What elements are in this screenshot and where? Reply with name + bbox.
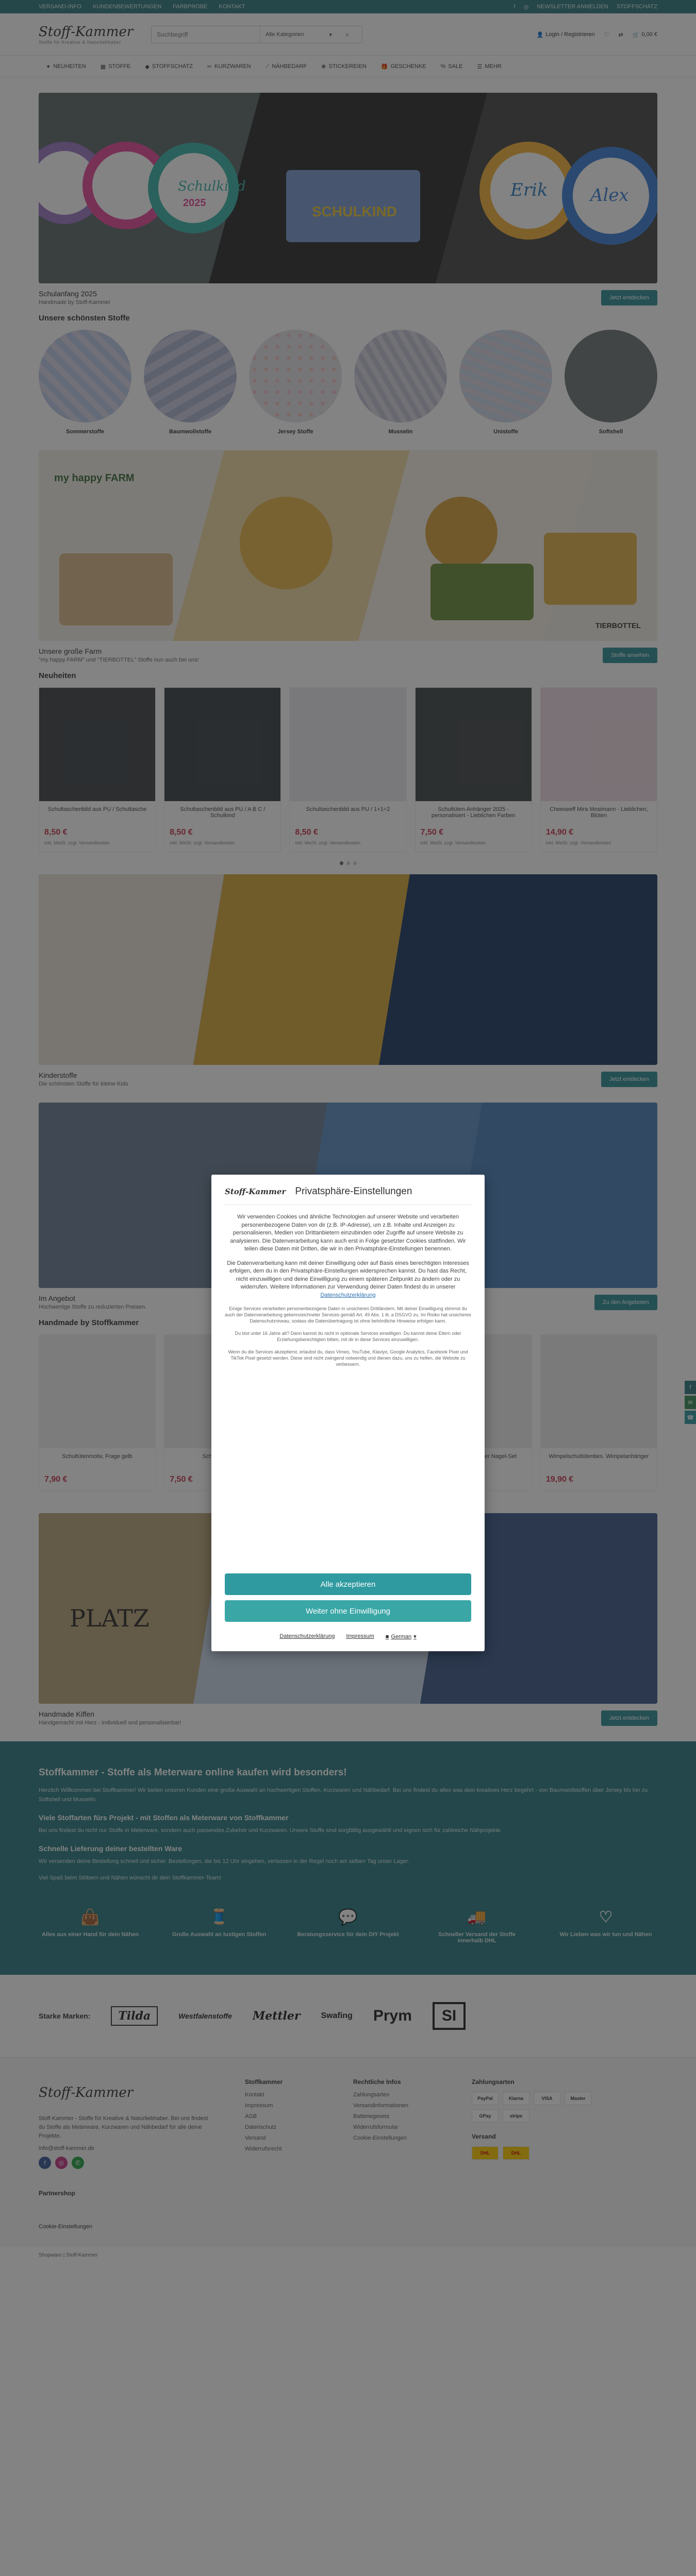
decline-button[interactable]: Weiter ohne Einwilligung: [225, 1600, 471, 1622]
modal-text: Die Datenverarbeitung kann mit deiner Einwilligung oder auf Basis eines berechtigten Interesses erfolgen, dem du in den Privatsphäre-Einstellungen widersprechen kannst. Du hast das Recht, nicht einzuwilligen und deine Einwilligung zu einem späteren Zeitpunkt zu ändern oder zu widerrufen. Weitere Informationen zur Verwendung deiner Daten findest du in unserer: [227, 1260, 469, 1290]
chevron-down-icon: ▾: [413, 1634, 417, 1640]
privacy-link[interactable]: Datenschutzerklärung: [279, 1633, 335, 1639]
modal-paragraph: Wir verwenden Cookies und ähnliche Technologien auf unserer Website und verarbeiten personenbezogene Daten von dir (z.B. IP-Adresse), um z.B. Inhalte und Anzeigen zu personalisieren, Medien von Drittanbietern einzubinden oder Zugriffe auf unsere Website zu analysieren. Die Datenverarbeitung kann auch erst in Folge gesetzter Cookies stattfinden. Wir teilen diese Daten mit Dritten, die wir in den Privatsphäre-Einstellungen benennen.: [230, 1214, 466, 1252]
modal-body: [225, 1213, 471, 1568]
language-label: German: [391, 1633, 412, 1640]
modal-footer: [225, 1633, 471, 1640]
modal-header: [225, 1186, 471, 1205]
privacy-modal: [211, 1175, 485, 1651]
language-select[interactable]: [386, 1633, 417, 1640]
modal-paragraph: Wenn du die Services akzeptierst, erlaubst du, dass Vimeo, YouTube, Klaviyo, Google Analytics, Facebook Pixel und TikTok Pixel gesetzt werden. Diese sind nicht zwingend notwendig und dienen dazu, uns zu helfen, die Website zu verbessern.: [228, 1349, 468, 1367]
accept-all-button[interactable]: Alle akzeptieren: [225, 1573, 471, 1595]
modal-paragraph: [225, 1260, 471, 1300]
modal-title: Privatsphäre-Einstellungen: [295, 1186, 412, 1197]
modal-paragraph: Du bist unter 16 Jahre alt? Dann kannst du nicht in optionale Services einwilligen. Du kannst deine Eltern oder Erziehungsberechtigten bitten, mit dir in diese Services einzuwilligen.: [235, 1331, 461, 1342]
modal-paragraph: Einige Services verarbeiten personenbezogene Daten in unsicheren Drittländern. Mit deiner Einwilligung stimmst du auch der Datenverarbeitung gekennzeichneter Services gemäß Art. 49 Abs. 1 lit. a DSGVO zu. Im Risiko hat unsicheres Datenschutzniveau, sodass die Datenübertragung ist ohne behördliche Hinweise erfolgen kann.: [225, 1306, 471, 1324]
flag-icon: ■: [385, 1633, 389, 1640]
privacy-policy-link[interactable]: Datenschutzerklärung: [320, 1292, 376, 1298]
modal-logo: Stoff-Kammer: [225, 1187, 286, 1196]
imprint-link[interactable]: Impressum: [346, 1633, 374, 1639]
